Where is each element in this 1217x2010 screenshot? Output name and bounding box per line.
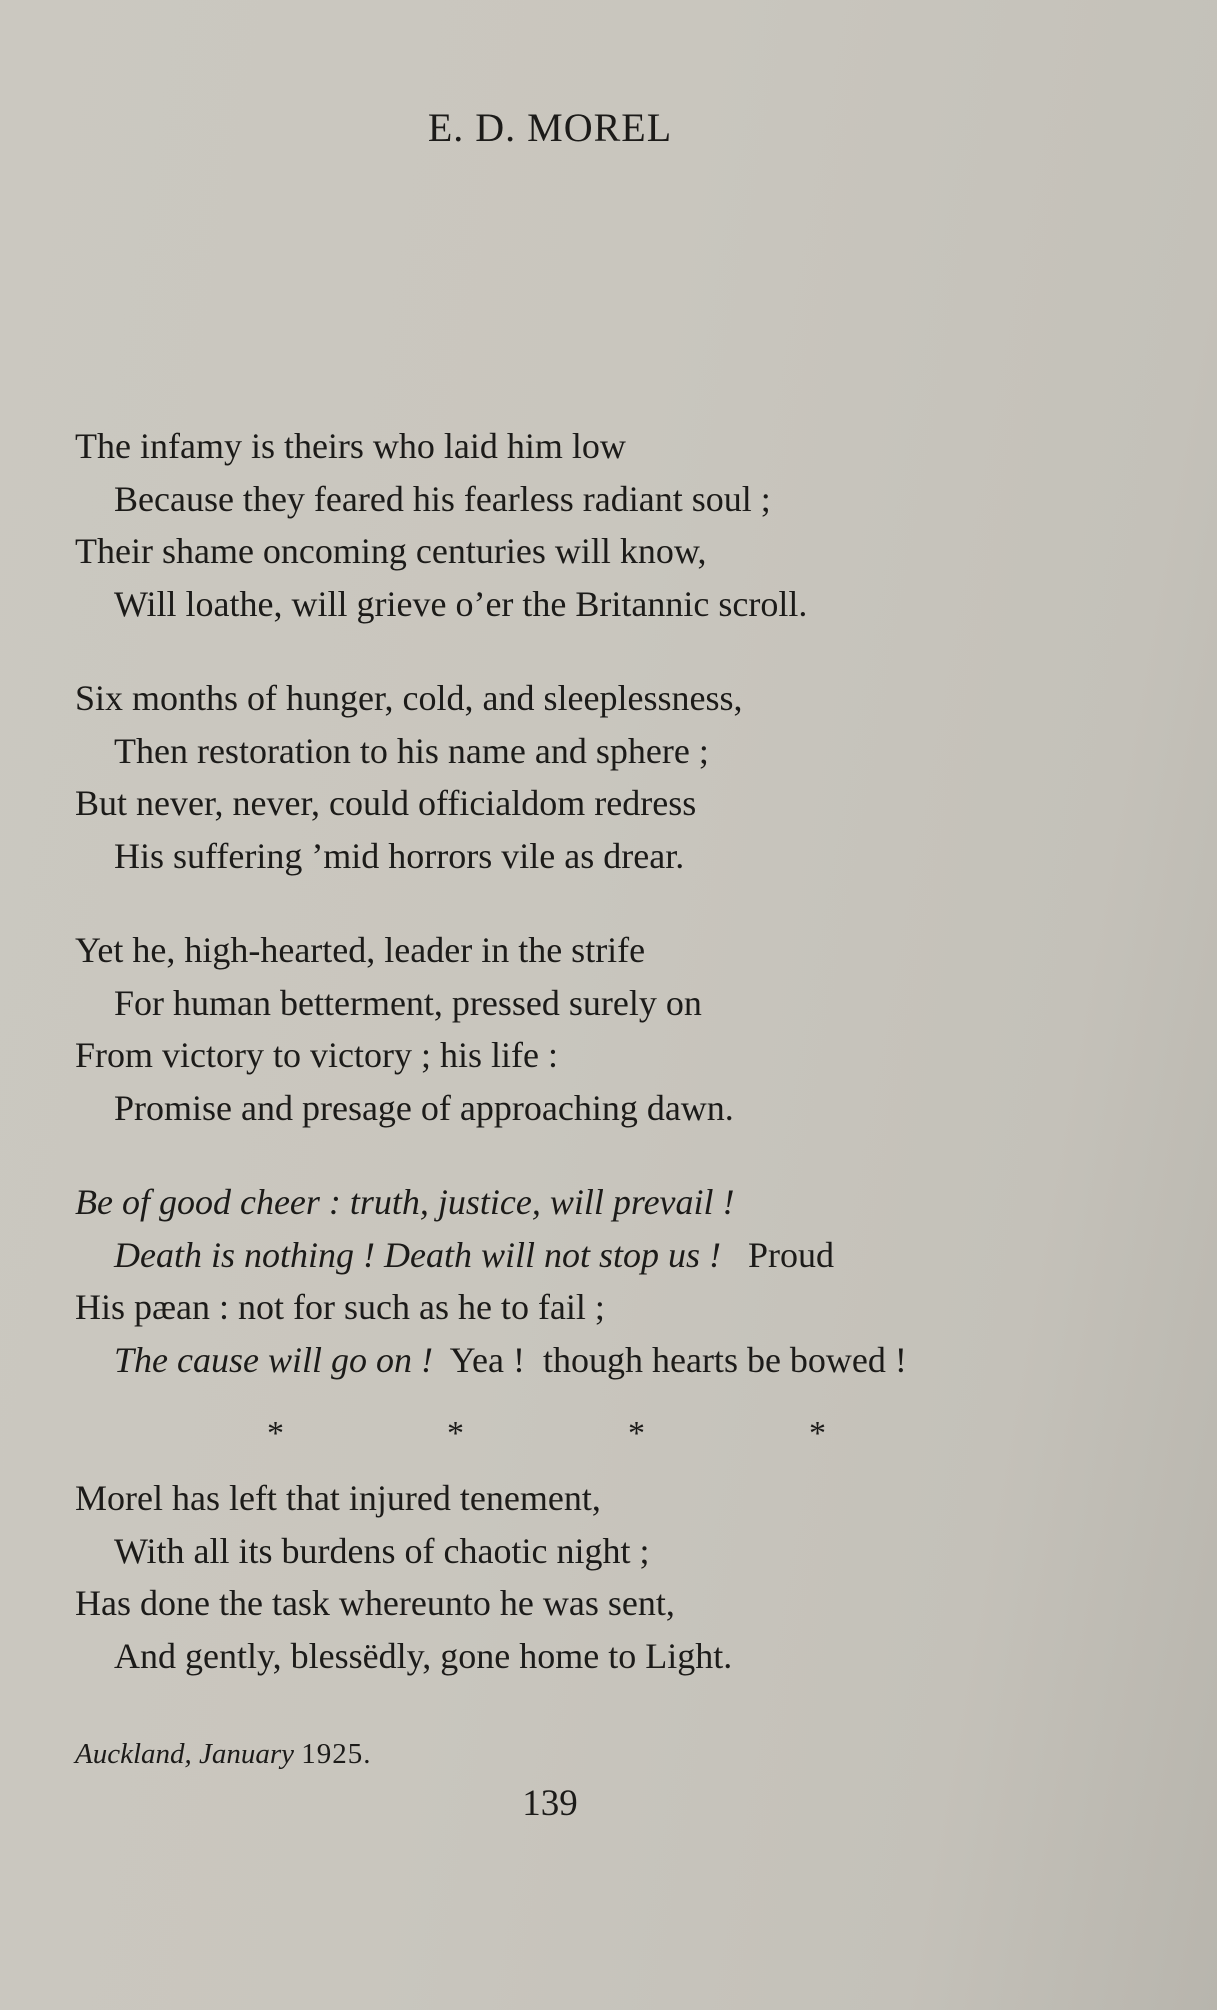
italic-text: Death is nothing ! Death will not stop us ! xyxy=(114,1234,721,1275)
poem-line xyxy=(75,1334,1075,1387)
stanza-4 xyxy=(75,1176,1075,1386)
asterisk: * xyxy=(809,1415,826,1452)
page-number: 139 xyxy=(522,1783,578,1824)
italic-text: Be of good cheer : truth, justice, will prevail ! xyxy=(75,1182,735,1222)
italic-text: The cause will go on ! xyxy=(114,1339,433,1380)
poem-line: Will loathe, will grieve o’er the Britannic scroll. xyxy=(114,583,808,624)
poem-line: With all its burdens of chaotic night ; xyxy=(114,1530,650,1571)
roman-text: Yea ! though hearts be bowed ! xyxy=(432,1339,907,1380)
poem-line xyxy=(75,1176,1075,1229)
stanza-3 xyxy=(75,924,1075,1134)
poem-line: His suffering ’mid horrors vile as drear. xyxy=(114,835,685,876)
poem-line: And gently, blessëdly, gone home to Light. xyxy=(114,1635,733,1676)
roman-text: His pæan : not for such as he to fail ; xyxy=(75,1287,605,1327)
stanza-1 xyxy=(75,420,1075,630)
asterism-divider xyxy=(0,1414,1217,1454)
roman-text: Proud xyxy=(721,1234,835,1275)
poem-line: Morel has left that injured tenement, xyxy=(75,1478,601,1518)
asterisk: * xyxy=(447,1415,464,1452)
poem-line: Because they feared his fearless radiant soul ; xyxy=(114,478,771,519)
poem-line: Six months of hunger, cold, and sleeplessness, xyxy=(75,678,743,718)
poem-line: Then restoration to his name and sphere ; xyxy=(114,730,709,771)
dateline-place-month: Auckland, January xyxy=(75,1738,295,1770)
poem-line: For human betterment, pressed surely on xyxy=(114,982,702,1023)
dateline-year: 1925. xyxy=(301,1738,372,1770)
poem-line: Their shame oncoming centuries will know, xyxy=(75,531,707,571)
poem xyxy=(75,420,1075,1428)
asterisk: * xyxy=(267,1415,284,1452)
poem-line: The infamy is theirs who laid him low xyxy=(75,426,626,466)
dateline xyxy=(75,1738,372,1771)
poem-line: Yet he, high-hearted, leader in the strife xyxy=(75,930,646,970)
poem-line: From victory to victory ; his life : xyxy=(75,1035,558,1075)
poem-line xyxy=(75,1281,1075,1334)
poem-line: But never, never, could officialdom redress xyxy=(75,783,697,823)
stanza-2 xyxy=(75,672,1075,882)
poem-line: Promise and presage of approaching dawn. xyxy=(114,1087,734,1128)
poem-line: Has done the task whereunto he was sent, xyxy=(75,1583,675,1623)
poem-continued xyxy=(75,1472,1075,1724)
poem-line xyxy=(75,1229,1075,1282)
asterisk: * xyxy=(628,1415,645,1452)
stanza-5 xyxy=(75,1472,1075,1682)
running-head: E. D. MOREL xyxy=(427,105,673,150)
